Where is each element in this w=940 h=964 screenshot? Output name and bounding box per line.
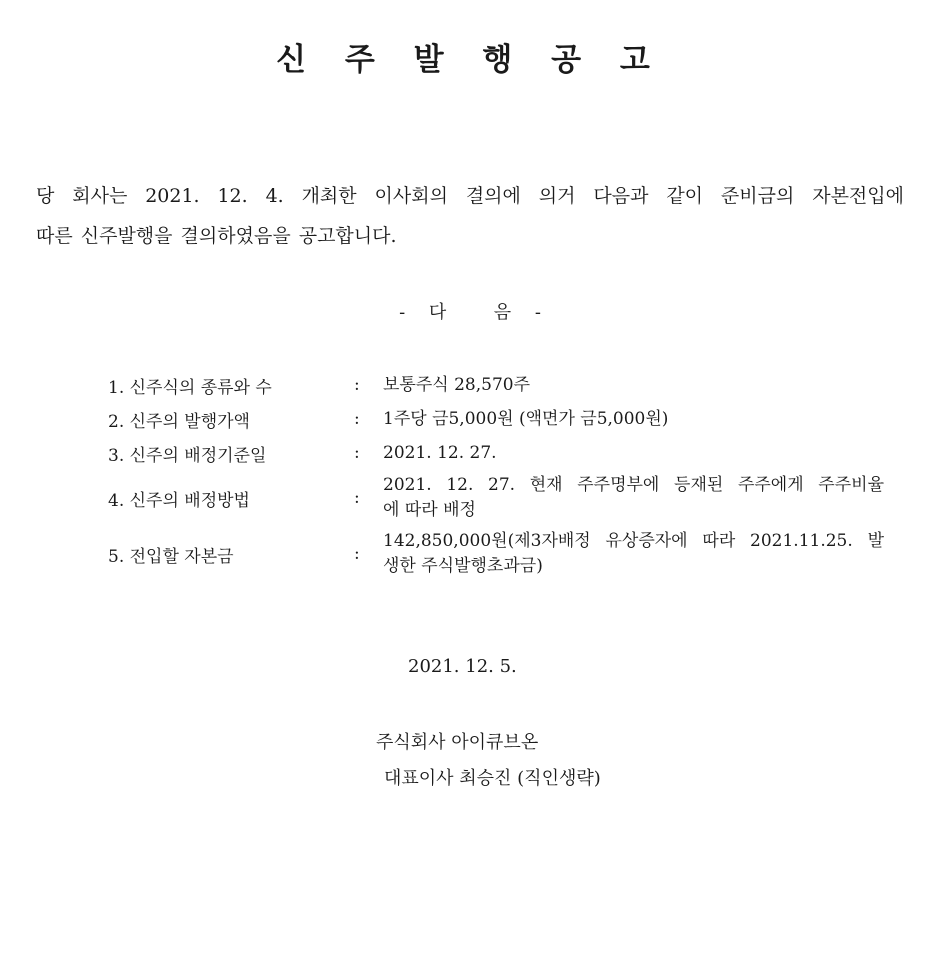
item-list — [108, 368, 884, 582]
section-heading: - 다 음 - — [399, 302, 541, 323]
item-value-line-2: 생한 주식발행초과금) — [383, 556, 543, 576]
list-item-issue-price — [108, 402, 884, 436]
notice-title: 신 주 발 행 공 고 — [276, 42, 664, 78]
item-value — [383, 529, 884, 579]
item-colon: : — [354, 443, 360, 463]
intro-paragraph — [36, 176, 904, 256]
item-label: 3. 신주의 배정기준일 — [108, 445, 267, 466]
list-item-allocation-method — [108, 470, 884, 526]
item-label: 2. 신주의 발행가액 — [108, 411, 250, 432]
item-value-line-2: 에 따라 배정 — [383, 500, 476, 520]
item-value: 1주당 금5,000원 (액면가 금5,000원) — [383, 408, 669, 429]
intro-line-2: 따른 신주발행을 결의하였음을 공고합니다. — [36, 225, 397, 247]
item-value-line-1: 142,850,000원(제3자배정 유상증자에 따라 2021.11.25. 발 — [383, 531, 884, 551]
item-value-line-1: 2021. 12. 27. 현재 주주명부에 등재된 주주에게 주주비율 — [383, 475, 884, 495]
item-colon: : — [354, 488, 360, 508]
item-value — [383, 473, 884, 523]
company-name: 주식회사 아이큐브온 — [376, 732, 539, 753]
item-colon: : — [354, 375, 360, 395]
notice-date: 2021. 12. 5. — [408, 656, 517, 677]
list-item-record-date — [108, 436, 884, 470]
intro-line-1: 당 회사는 2021. 12. 4. 개최한 이사회의 결의에 의거 다음과 같이 준비금의 자본전입에 — [36, 185, 904, 207]
item-colon: : — [354, 409, 360, 429]
item-value: 2021. 12. 27. — [383, 442, 497, 463]
list-item-share-type — [108, 368, 884, 402]
item-value: 보통주식 28,570주 — [383, 374, 530, 395]
item-colon: : — [354, 544, 360, 564]
representative: 대표이사 최승진 (직인생략) — [384, 768, 601, 789]
item-label: 1. 신주식의 종류와 수 — [108, 377, 272, 398]
list-item-capital-transfer — [108, 526, 884, 582]
item-label: 4. 신주의 배정방법 — [108, 490, 250, 511]
item-label: 5. 전입할 자본금 — [108, 546, 234, 567]
